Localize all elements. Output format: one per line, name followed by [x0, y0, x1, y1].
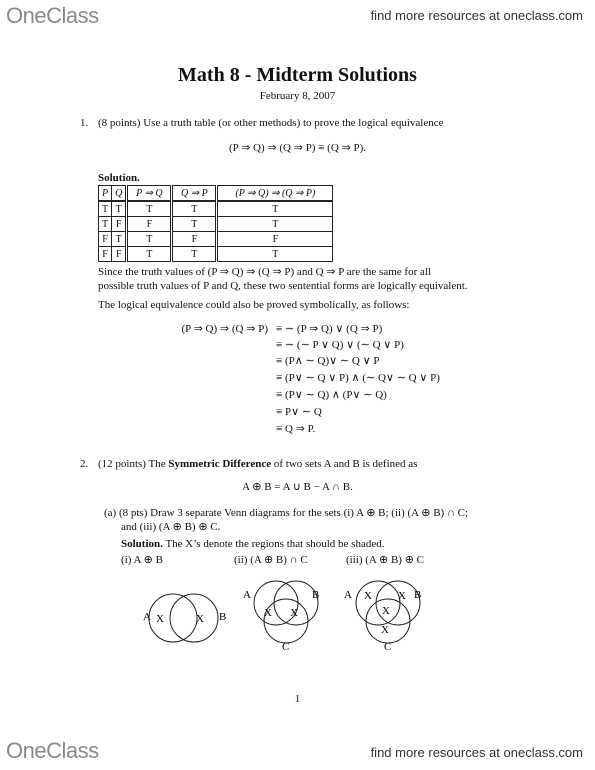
venn-label-b: B [312, 589, 320, 601]
venn-diagram-i [138, 585, 228, 655]
venn-circle-b [170, 594, 218, 642]
venn-caption-i: (i) A ⊕ B [121, 554, 163, 566]
page-number: 1 [294, 693, 301, 705]
table-row [99, 247, 333, 262]
table-cell: T [172, 217, 217, 232]
q2-display-equation: A ⊕ B = A ∪ B − A ∩ B. [242, 481, 353, 493]
venn-diagram-ii [238, 573, 333, 653]
col-q-implies-p: Q ⇒ P [172, 186, 217, 202]
table-cell: T [172, 247, 217, 262]
equivalence-step: ≡ Q ⇒ P. [276, 423, 316, 435]
table-cell: T [217, 201, 333, 217]
q2-solution-label: Solution. [121, 538, 163, 550]
q1-solution-label: Solution. [98, 172, 140, 184]
equivalence-step: ≡ (P∧ ∼ Q)∨ ∼ Q ∨ P [276, 355, 380, 367]
q1-paragraph-line2: possible truth values of P and Q, these two sentential forms are logically equivalent. [98, 280, 468, 292]
find-resources-link-top[interactable]: find more resources at oneclass.com [370, 8, 583, 23]
col-p-implies-q: P ⇒ Q [127, 186, 172, 202]
table-cell: T [112, 201, 127, 217]
table-cell: F [112, 247, 127, 262]
venn-mark: X [290, 607, 298, 619]
q2-prompt-end: of two sets A and B is defined as [271, 458, 418, 470]
venn-circle-a [356, 581, 400, 625]
venn-label-c: C [282, 641, 290, 653]
table-cell: T [99, 217, 112, 232]
table-cell: F [127, 217, 172, 232]
table-cell: T [217, 247, 333, 262]
oneclass-logo-footer[interactable]: OneClass [6, 738, 99, 763]
q1-number: 1. [80, 117, 89, 129]
q2-prompt [98, 457, 417, 471]
table-row [99, 217, 333, 232]
col-compound: (P ⇒ Q) ⇒ (Q ⇒ P) [217, 186, 333, 202]
venn-caption-ii: (ii) (A ⊕ B) ∩ C [234, 554, 308, 566]
truth-table [98, 185, 333, 262]
venn-label-c: C [384, 641, 392, 653]
q1-prompt: (8 points) Use a truth table (or other methods) to prove the logical equivalence [98, 117, 444, 129]
find-resources-link-bottom[interactable]: find more resources at oneclass.com [370, 745, 583, 760]
table-cell: F [172, 232, 217, 247]
equivalence-step: ≡ P∨ ∼ Q [276, 406, 322, 418]
venn-mark: X [156, 613, 164, 625]
q2-number: 2. [80, 458, 89, 470]
col-q: Q [112, 186, 127, 202]
equivalence-step: ≡ ∼ (P ⇒ Q) ∨ (Q ⇒ P) [276, 323, 383, 335]
table-cell: F [217, 232, 333, 247]
truth-table-header [99, 186, 333, 202]
table-cell: T [127, 232, 172, 247]
table-cell: T [127, 201, 172, 217]
table-cell: T [99, 201, 112, 217]
oneclass-logo[interactable]: OneClass [6, 3, 99, 28]
q2-prompt-term: Symmetric Difference [168, 458, 272, 470]
table-row [99, 232, 333, 247]
venn-mark: X [364, 590, 372, 602]
venn-label-a: A [143, 611, 151, 623]
page-title: Math 8 - Midterm Solutions [178, 64, 417, 86]
table-cell: F [112, 217, 127, 232]
table-cell: F [99, 247, 112, 262]
equivalence-step: ≡ ∼ (∼ P ∨ Q) ∨ (∼ Q ∨ P) [276, 339, 404, 351]
q2-part-a-line1: (a) (8 pts) Draw 3 separate Venn diagrams for the sets (i) A ⊕ B; (ii) (A ⊕ B) ∩ C; [104, 507, 469, 519]
venn-mark: X [196, 613, 204, 625]
equivalence-step: ≡ (P∨ ∼ Q) ∧ (P∨ ∼ Q) [276, 389, 387, 401]
q2-solution-text: The X’s denote the regions that should be shaded. [162, 538, 385, 550]
venn-mark: X [382, 605, 390, 617]
q1-display-equation: (P ⇒ Q) ⇒ (Q ⇒ P) ≡ (Q ⇒ P). [228, 142, 367, 154]
q1-paragraph-symbolic: The logical equivalence could also be proved symbolically, as follows: [98, 299, 410, 311]
venn-diagram-iii [340, 573, 435, 653]
venn-mark: X [381, 624, 389, 636]
venn-caption-iii: (iii) (A ⊕ B) ⊕ C [346, 554, 425, 566]
venn-circle-c [264, 599, 308, 643]
table-cell: T [127, 247, 172, 262]
venn-circle-b [376, 581, 420, 625]
venn-label-b: B [414, 589, 422, 601]
equivalence-chain-lhs: (P ⇒ Q) ⇒ (Q ⇒ P) [181, 323, 268, 335]
equivalence-step: ≡ (P∨ ∼ Q ∨ P) ∧ (∼ Q∨ ∼ Q ∨ P) [276, 372, 440, 384]
table-cell: T [112, 232, 127, 247]
venn-label-b: B [219, 611, 227, 623]
table-cell: F [99, 232, 112, 247]
venn-label-a: A [243, 589, 251, 601]
table-row [99, 201, 333, 217]
col-p: P [99, 186, 112, 202]
q2-solution [121, 537, 384, 551]
document-date: February 8, 2007 [259, 90, 336, 102]
table-cell: T [217, 217, 333, 232]
q1-paragraph-line1: Since the truth values of (P ⇒ Q) ⇒ (Q ⇒ P) and Q ⇒ P are the same for all [98, 266, 431, 278]
venn-mark: X [398, 590, 406, 602]
table-cell: T [172, 201, 217, 217]
q2-prompt-start: (12 points) The [98, 458, 169, 470]
venn-mark: X [264, 607, 272, 619]
q2-part-a-line2: and (iii) (A ⊕ B) ⊕ C. [121, 521, 221, 533]
venn-label-a: A [344, 589, 352, 601]
